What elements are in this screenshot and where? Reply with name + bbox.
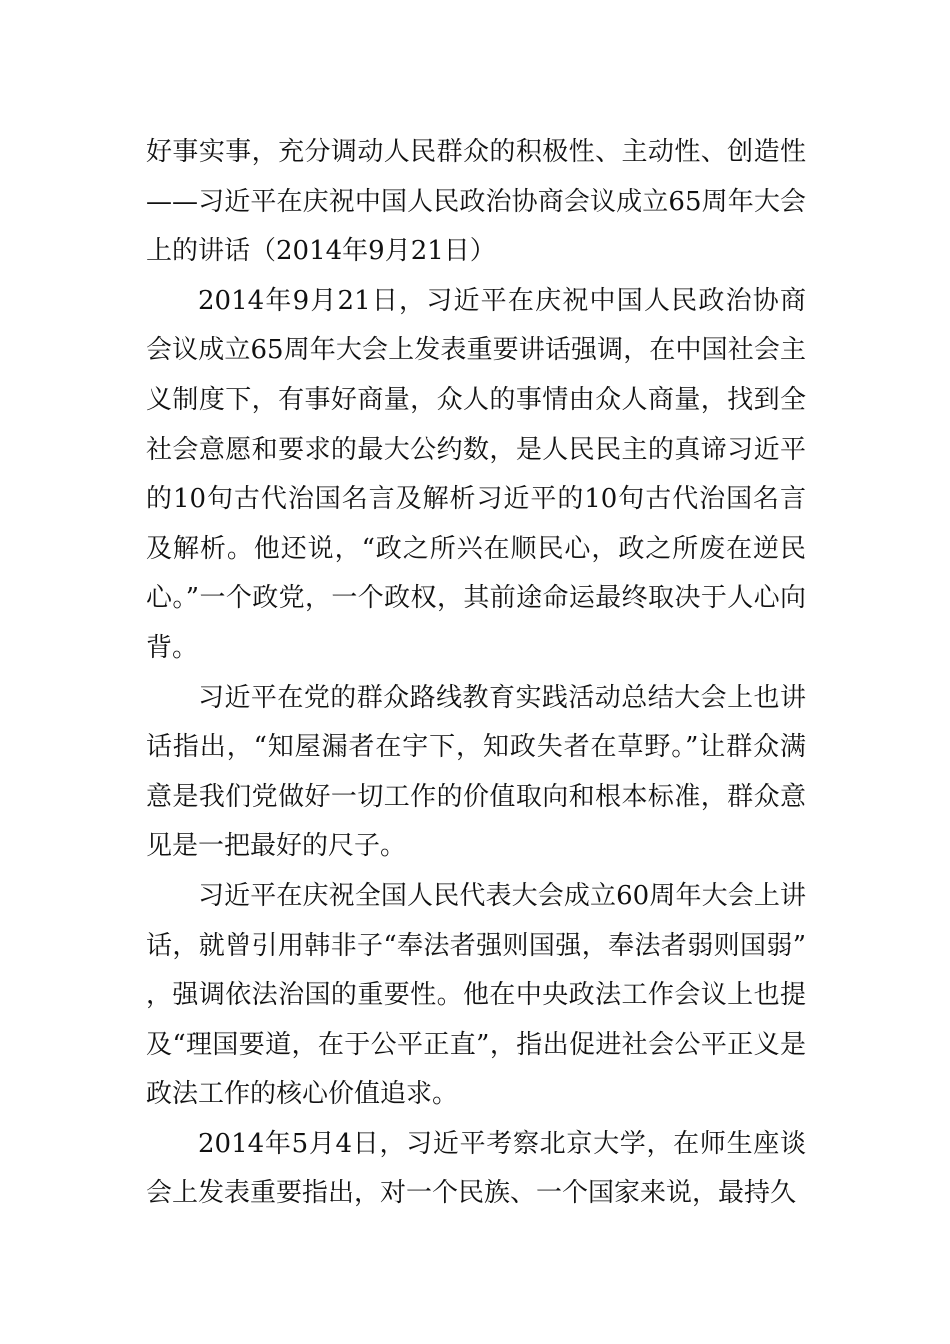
paragraph-mass-line: 习近平在党的群众路线教育实践活动总结大会上也讲话指出，“知屋漏者在宇下，知政失者在草野。”让群众满意是我们党做好一切工作的价值取向和根本标准，群众意见是一把最好的尺子。 bbox=[146, 682, 806, 862]
paragraph-continuation: 好事实事，充分调动人民群众的积极性、主动性、创造性——习近平在庆祝中国人民政治协商会议成立65周年大会上的讲话（2014年9月21日） bbox=[146, 137, 806, 267]
paragraph-cppcc-speech: 2014年9月21日，习近平在庆祝中国人民政治协商会议成立65周年大会上发表重要讲话强调，在中国社会主义制度下，有事好商量，众人的事情由众人商量，找到全社会意愿和要求的最大公约数，是人民民主的真谛习近平的10句古代治国名言及解析习近平的10句古代治国名言及解析。他还说，“政之所兴在顺民心，政之所废在逆民心。”一个政党，一个政权，其前途命运最终取决于人心向背。 bbox=[146, 285, 806, 663]
paragraph-peking-university: 2014年5月4日，习近平考察北京大学，在师生座谈会上发表重要指出，对一个民族、一个国家来说，最持久 bbox=[146, 1128, 806, 1209]
paragraph-rule-of-law: 习近平在庆祝全国人民代表大会成立60周年大会上讲话，就曾引用韩非子“奉法者强则国强，奉法者弱则国弱”，强调依法治国的重要性。他在中央政法工作会议上也提及“理国要道，在于公平正直”，指出促进社会公平正义是政法工作的核心价值追求。 bbox=[146, 880, 806, 1110]
document-body bbox=[146, 128, 806, 1219]
